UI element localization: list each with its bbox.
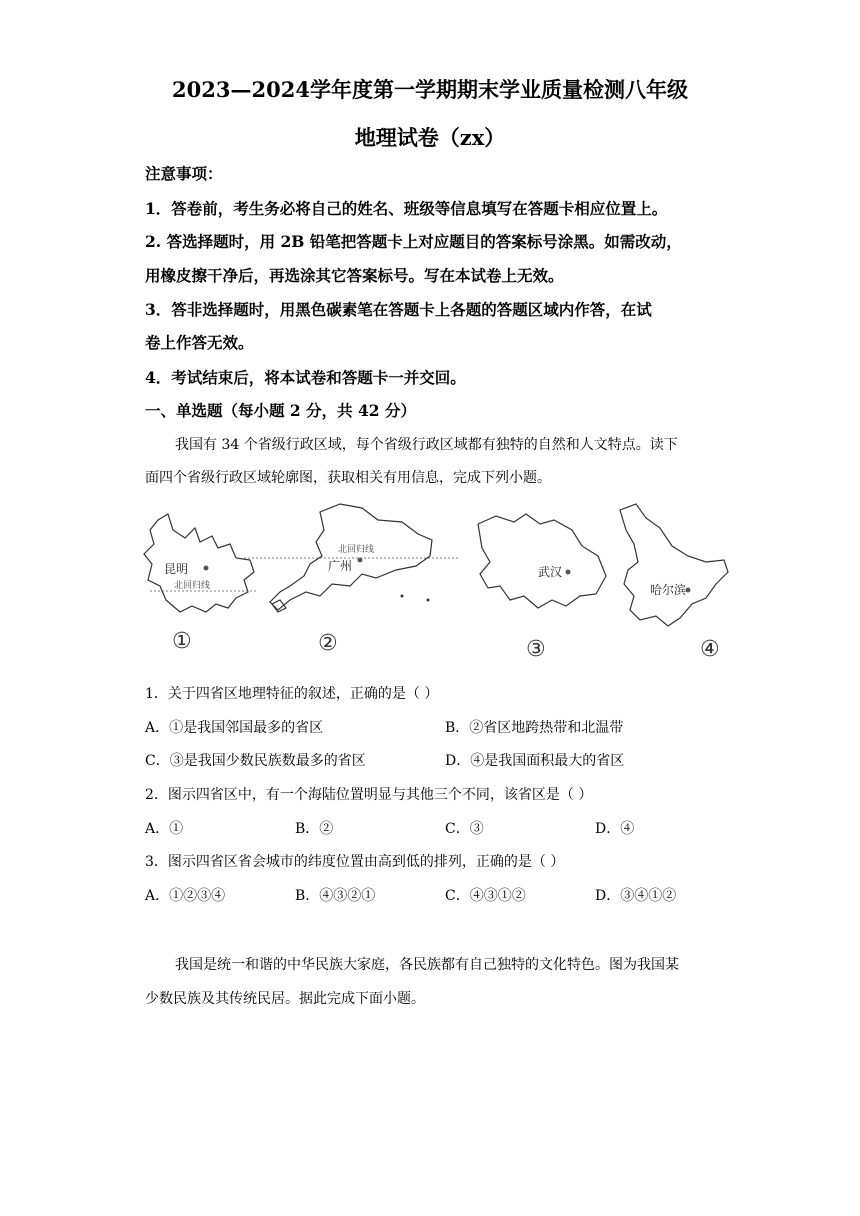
question-2-option-a: A．① (145, 821, 184, 837)
question-1-option-a: A．①是我国邻国最多的省区 (145, 720, 324, 736)
question-1-option-c: C．③是我国少数民族数最多的省区 (145, 753, 366, 769)
guangdong-outline (270, 504, 432, 610)
exam-title-line2: 地理试卷（zx） (354, 125, 506, 150)
intro-1-line1: 我国有 34 个省级行政区域，每个省级行政区域都有独特的自然和人文特点。读下 (175, 437, 678, 453)
map-number-2: ② (318, 631, 338, 656)
note-3-line2: 卷上作答无效。 (145, 333, 254, 352)
hainan-fragment (272, 600, 286, 612)
section-heading: 一、单选题（每小题 2 分，共 42 分） (145, 401, 416, 420)
wuhan-dot (566, 570, 571, 575)
harbin-label: 哈尔滨 (650, 583, 687, 597)
note-2-line1: 2. 答选择题时，用 2B 铅笔把答题卡上对应题目的答案标号涂黑。如需改动， (145, 232, 682, 251)
guangzhou-label: 广州 (328, 559, 353, 573)
tropic-label-1: 北回归线 (174, 581, 211, 591)
island-dot (401, 595, 404, 598)
question-3-option-a: A．①②③④ (145, 888, 226, 904)
yunnan-outline (144, 514, 254, 612)
map-number-4: ④ (700, 637, 720, 662)
note-4: 4．考试结束后，将本试卷和答题卡一并交回。 (145, 368, 466, 387)
note-1: 1．答卷前，考生务必将自己的姓名、班级等信息填写在答题卡相应位置上。 (145, 199, 668, 218)
question-2-option-d: D．④ (595, 821, 635, 837)
exam-title-line1: 2023—2024学年度第一学期期末学业质量检测八年级 (172, 77, 688, 102)
question-2-stem: 2．图示四省区中，有一个海陆位置明显与其他三个不同，该省区是（ ） (145, 787, 593, 803)
map-number-3: ③ (526, 637, 546, 662)
tropic-label-2: 北回归线 (338, 545, 375, 555)
island-dot (427, 599, 430, 602)
intro-2-line1: 我国是统一和谐的中华民族大家庭，各民族都有自己独特的文化特色。图为我国某 (175, 957, 679, 973)
heilongjiang-outline (620, 504, 728, 626)
question-2-option-b: B．② (295, 821, 334, 837)
question-3-option-b: B．④③②① (295, 888, 376, 904)
guangzhou-dot (358, 558, 363, 563)
intro-1-line2: 面四个省级行政区域轮廓图，获取相关有用信息，完成下列小题。 (145, 470, 551, 486)
question-3-option-c: C．④③①② (445, 888, 526, 904)
question-1-option-d: D．④是我国面积最大的省区 (445, 753, 625, 769)
kunming-dot (204, 566, 209, 571)
kunming-label: 昆明 (164, 562, 189, 576)
question-1-stem: 1．关于四省区地理特征的叙述，正确的是（ ） (145, 686, 439, 702)
question-3-option-d: D．③④①② (595, 888, 677, 904)
hubei-outline (478, 514, 606, 608)
note-2-line2: 用橡皮擦干净后，再选涂其它答案标号。写在本试卷上无效。 (145, 266, 564, 285)
wuhan-label: 武汉 (538, 565, 563, 579)
province-outline-map (140, 500, 740, 665)
question-2-option-c: C．③ (445, 821, 484, 837)
intro-2-line2: 少数民族及其传统民居。据此完成下面小题。 (145, 991, 425, 1007)
harbin-dot (686, 588, 691, 593)
notes-heading: 注意事项： (145, 164, 223, 183)
question-3-stem: 3．图示四省区省会城市的纬度位置由高到低的排列，正确的是（ ） (145, 854, 565, 870)
question-1-option-b: B．②省区地跨热带和北温带 (445, 720, 624, 736)
map-number-1: ① (172, 629, 192, 654)
note-3-line1: 3．答非选择题时，用黑色碳素笔在答题卡上各题的答题区域内作答，在试 (145, 300, 652, 319)
